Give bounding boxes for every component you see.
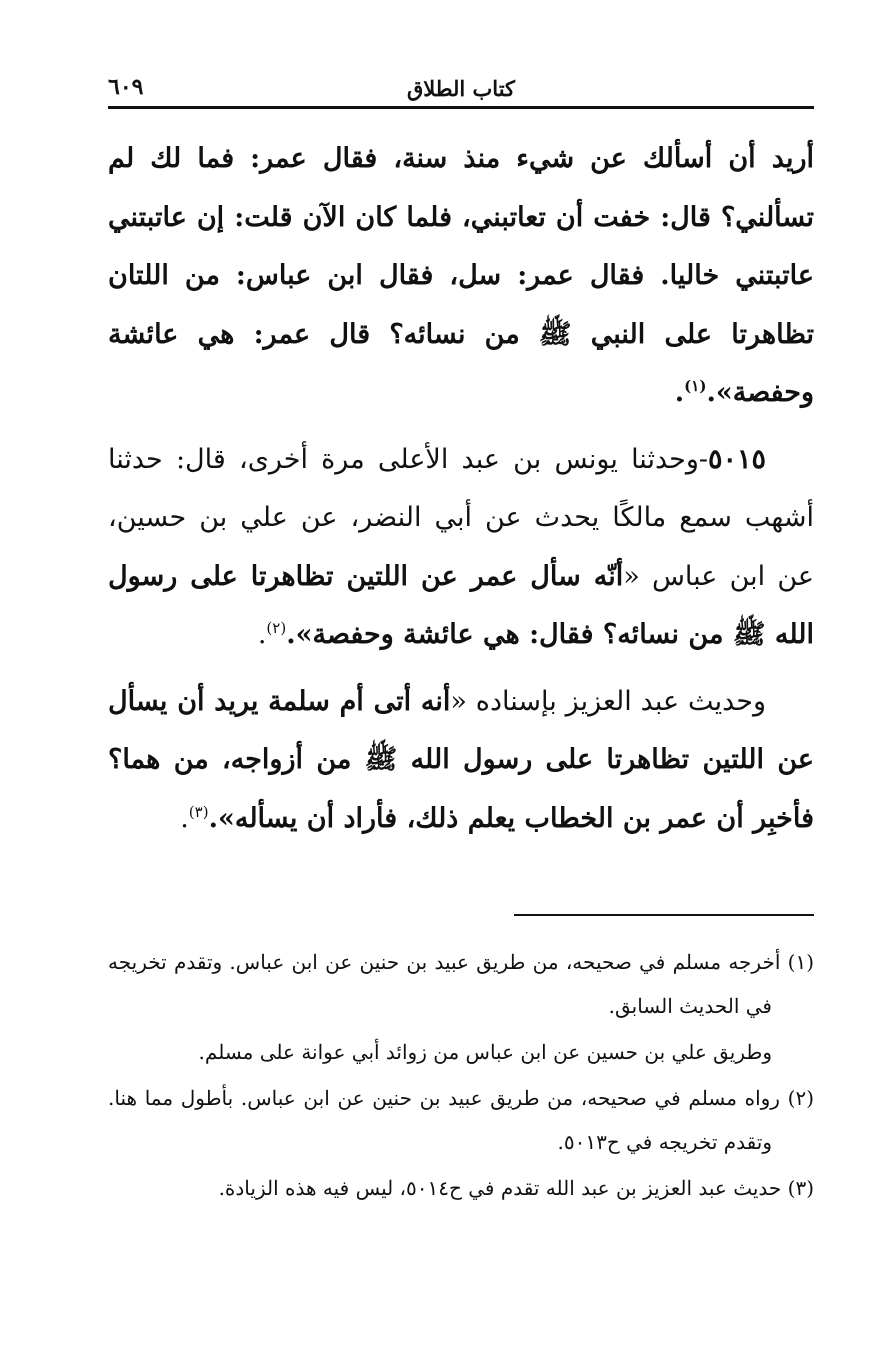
paragraph-1-text: أريد أن أسألك عن شيء منذ سنة، فقال عمر: فما لك لم تسألني؟ قال: خفت أن تعاتبني، فلما كان الآن قلت: إن عاتبتني عاتبتني خاليا. فقال عمر: سل، فقال ابن عباس: من اللتان تظاهرتا على النبي ﷺ من نسائه؟ قال عمر: هي عائشة وحفصة».	[108, 143, 814, 408]
footnote-3-text: (٣) حديث عبد العزيز بن عبد الله تقدم في ح٥٠١٤، ليس فيه هذه الزيادة.	[218, 1176, 814, 1200]
hadith-5015-text: أنّه سأل عمر عن اللتين تظاهرتا على رسول الله ﷺ من نسائه؟ فقال: هي عائشة وحفصة».	[108, 560, 814, 650]
footnote-ref-1: (١)	[684, 377, 707, 395]
paragraph-abd-al-aziz: وحديث عبد العزيز بإسناده «أنه أتى أم سلمة يريد أن يسأل عن اللتين تظاهرتا على رسول الله ﷺ من أزواجه، من هما؟ فأخبِر أن عمر بن الخطاب يعلم ذلك، فأراد أن يسأله».$^{(٣)}$.	[108, 685, 814, 834]
main-text	[108, 130, 814, 848]
footnote-3	[108, 1166, 814, 1210]
hadith-5015: ٥٠١٥-وحدثنا يونس بن عبد الأعلى مرة أخرى، قال: حدثنا أشهب سمع مالكًا يحدث عن أبي النضر، عن علي بن حسين، عن ابن عباس «أنّه سأل عمر عن اللتين تظاهرتا على رسول الله ﷺ من نسائه؟ فقال: هي عائشة وحفصة».$^{(٢)}$.	[108, 443, 814, 650]
footnote-ref-2: (٢)	[266, 619, 287, 637]
footnote-1-extra: وطريق علي بن حسين عن ابن عباس من زوائد أبي عوانة على مسلم.	[198, 1040, 772, 1064]
abd-al-aziz-chain: وحديث عبد العزيز بإسناده «	[450, 685, 766, 717]
hadith-number: ٥٠١٥	[707, 443, 766, 475]
footnote-2-text: (٢) رواه مسلم في صحيحه، من طريق عبيد بن حنين عن ابن عباس. بأطول مما هنا. وتقدم تخريجه في ح٥٠١٣.	[108, 1086, 814, 1154]
footnote-separator	[514, 914, 814, 916]
footnote-2	[108, 1076, 814, 1164]
paragraph-1: أريد أن أسألك عن شيء منذ سنة، فقال عمر: فما لك لم تسألني؟ قال: خفت أن تعاتبني، فلما كان الآن قلت: إن عاتبتني عاتبتني خاليا. فقال عمر: سل، فقال ابن عباس: من اللتان تظاهرتا على النبي ﷺ من نسائه؟ قال عمر: هي عائشة وحفصة».$^{(١)}$.	[108, 143, 814, 408]
footnote-ref-3: (٣)	[188, 802, 209, 821]
hadith-5015-chain: -وحدثنا يونس بن عبد الأعلى مرة أخرى، قال: حدثنا أشهب سمع مالكًا يحدث عن أبي النضر، عن علي بن حسين، عن ابن عباس «	[108, 443, 814, 592]
header-rule	[108, 106, 814, 109]
page-number: ٦٠٩	[108, 74, 144, 100]
abd-al-aziz-text: أنه أتى أم سلمة يريد أن يسأل عن اللتين تظاهرتا على رسول الله ﷺ من أزواجه، من هما؟ فأخبِر أن عمر بن الخطاب يعلم ذلك، فأراد أن يسأله».	[108, 685, 814, 834]
running-header	[108, 70, 814, 104]
footnotes	[108, 940, 814, 1212]
footnote-1	[108, 940, 814, 1028]
running-title: كتاب الطلاق	[406, 76, 516, 101]
footnote-1-text: (١) أخرجه مسلم في صحيحه، من طريق عبيد بن حنين عن ابن عباس. وتقدم تخريجه في الحديث السابق.	[108, 950, 814, 1018]
